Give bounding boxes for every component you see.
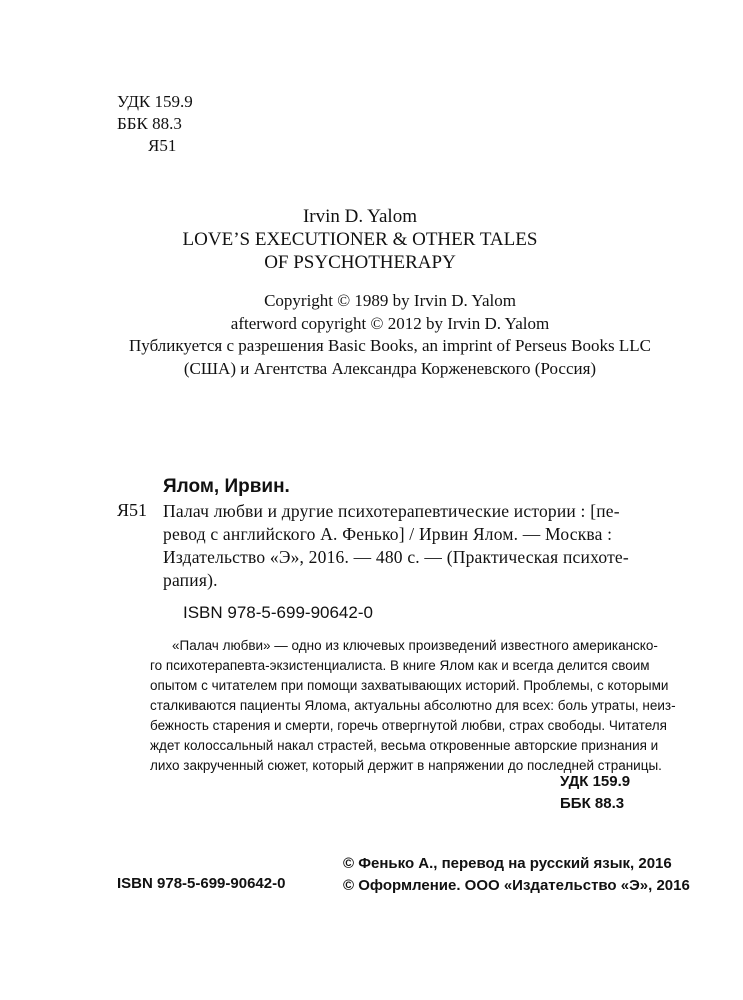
entry-line-4: рапия). [163,570,218,590]
annotation-line-1: «Палач любви» — одно из ключевых произведений известного американско- [172,638,658,653]
isbn-bottom: ISBN 978-5-699-90642-0 [117,875,286,892]
design-copyright: © Оформление. ООО «Издательство «Э», 2016 [343,877,690,894]
annotation-line-6: ждет колоссальный накал страстей, весьма откровенные авторские признания и [150,738,659,753]
entry-isbn: ISBN 978-5-699-90642-0 [183,603,373,622]
copyright-line-2: afterword copyright © 2012 by Irvin D. Yalom [230,313,550,333]
copyright-line-1: Copyright © 1989 by Irvin D. Yalom [264,291,516,310]
annotation-line-7: лихо закрученный сюжет, который держит в напряжении до последней страницы. [150,758,662,773]
annotation-line-2: го психотерапевта-экзистенциалиста. В книге Ялом как и всегда делится своим [150,658,650,673]
author-mark: Я51 [148,136,177,155]
copyright-notices [343,853,690,897]
bottom-classification-codes [560,771,630,815]
original-author: Irvin D. Yalom [302,206,417,227]
catalog-entry-description [163,500,661,592]
translation-copyright: © Фенько А., перевод на русский язык, 2016 [343,855,672,872]
entry-line-2: ревод с английского А. Фенько] / Ирвин Ялом. — Москва : [163,524,613,544]
udk-code: УДК 159.9 [117,92,193,111]
bbk-code: ББК 88.3 [117,114,182,133]
catalog-entry-heading: Ялом, Ирвин. [163,476,290,497]
bottom-udk-code: УДК 159.9 [560,773,631,790]
copyright-block [120,290,660,380]
original-title-line-1: LOVE’S EXECUTIONER & OTHER TALES [182,229,538,250]
annotation-line-4: сталкиваются пациенты Ялома, актуальны абсолютно для всех: боль утраты, неиз- [150,698,676,713]
annotation-line-5: бежность старения и смерти, горечь отвергнутой любви, страх свободы. Читателя [150,718,667,733]
annotation-paragraph [150,636,676,776]
entry-line-1: Палач любви и другие психотерапевтические истории : [пе- [163,501,620,521]
copyright-line-4: (США) и Агентства Александра Корженевского (Россия) [183,358,597,378]
original-title-line-2: OF PSYCHOTHERAPY [264,252,456,273]
top-classification-codes [117,91,193,157]
entry-line-3: Издательство «Э», 2016. — 480 с. — (Практическая психоте- [163,547,629,567]
copyright-line-3: Публикуется с разрешения Basic Books, an imprint of Perseus Books LLC [129,336,651,355]
catalog-entry-code: Я51 [117,500,148,520]
annotation-line-3: опытом с читателем при помощи захватывающих историй. Проблемы, с которыми [150,678,669,693]
bottom-bbk-code: ББК 88.3 [560,795,625,812]
original-title-block [100,205,620,274]
